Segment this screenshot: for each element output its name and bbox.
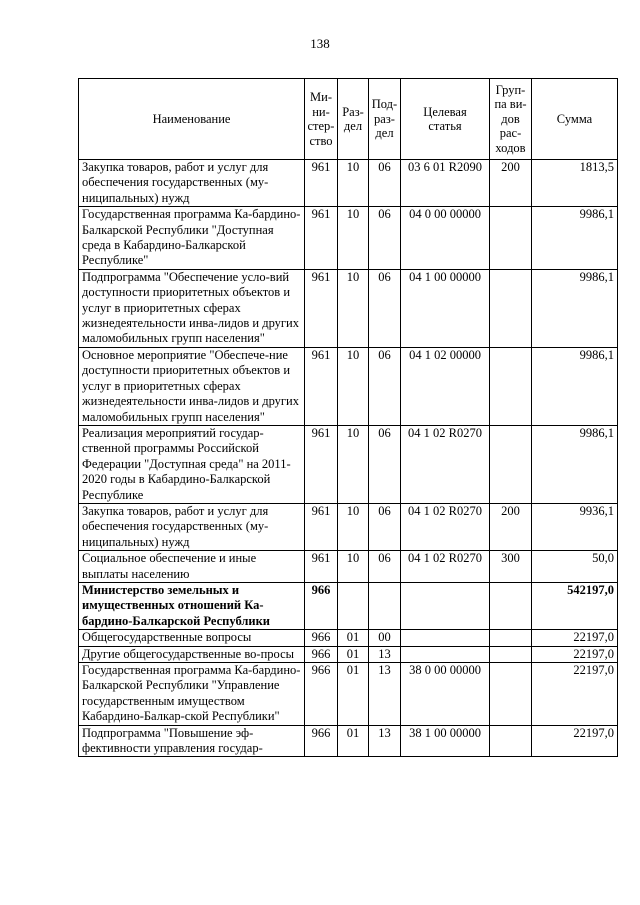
table-header-row: [79, 79, 618, 160]
cell-name: Социальное обеспечение и иные выплаты населению: [79, 551, 305, 583]
cell-subsection: 06: [369, 551, 401, 583]
header-subsection: [369, 79, 401, 160]
table-row: [79, 551, 618, 583]
header-group-text: Груп- па ви- дов рас- ходов: [494, 82, 527, 155]
cell-name: Другие общегосударственные во-просы: [79, 646, 305, 662]
cell-sum: 22197,0: [532, 663, 618, 726]
cell-group: 200: [490, 160, 532, 207]
table-row: [79, 503, 618, 550]
cell-subsection: 00: [369, 630, 401, 646]
cell-target: [401, 630, 490, 646]
cell-ministry: 966: [305, 630, 338, 646]
table-row: [79, 725, 618, 757]
cell-ministry: 961: [305, 503, 338, 550]
cell-ministry: 961: [305, 425, 338, 503]
header-sum: [532, 79, 618, 160]
cell-name: Подпрограмма "Повышение эф-фективности управления государ-: [79, 725, 305, 757]
cell-ministry: 961: [305, 207, 338, 270]
cell-section: 10: [338, 207, 369, 270]
table-row: [79, 425, 618, 503]
cell-name: Закупка товаров, работ и услуг для обеспечения государственных (му-ниципальных) нужд: [79, 503, 305, 550]
header-section: [338, 79, 369, 160]
table-row: [79, 663, 618, 726]
cell-target: 04 0 00 00000: [401, 207, 490, 270]
cell-group: [490, 630, 532, 646]
cell-subsection: 06: [369, 503, 401, 550]
header-name-text: Наименование: [152, 111, 231, 126]
cell-sum: 9986,1: [532, 347, 618, 425]
cell-subsection: 13: [369, 663, 401, 726]
cell-section: 10: [338, 551, 369, 583]
cell-target: 04 1 02 R0270: [401, 551, 490, 583]
cell-group: [490, 207, 532, 270]
header-ministry: [305, 79, 338, 160]
cell-ministry: 966: [305, 646, 338, 662]
cell-section: 10: [338, 503, 369, 550]
cell-name: Закупка товаров, работ и услуг для обеспечения государственных (му-ниципальных) нужд: [79, 160, 305, 207]
cell-sum: 22197,0: [532, 725, 618, 757]
cell-ministry: 961: [305, 551, 338, 583]
header-ministry-text: Ми- ни- стер- ство: [307, 90, 335, 148]
cell-group: [490, 582, 532, 629]
cell-target: 38 0 00 00000: [401, 663, 490, 726]
cell-group: [490, 425, 532, 503]
cell-section: 01: [338, 646, 369, 662]
cell-sum: 9936,1: [532, 503, 618, 550]
cell-subsection: 06: [369, 269, 401, 347]
cell-target: [401, 646, 490, 662]
cell-group: [490, 663, 532, 726]
cell-sum: 9986,1: [532, 207, 618, 270]
cell-sum: 22197,0: [532, 646, 618, 662]
table-row: [79, 269, 618, 347]
header-target-text: Целевая статья: [423, 104, 467, 133]
cell-target: 03 6 01 R2090: [401, 160, 490, 207]
cell-group: 300: [490, 551, 532, 583]
cell-section: 10: [338, 347, 369, 425]
cell-group: 200: [490, 503, 532, 550]
cell-subsection: [369, 582, 401, 629]
cell-subsection: 13: [369, 725, 401, 757]
page-number: 138: [310, 36, 330, 51]
cell-group: [490, 646, 532, 662]
cell-sum: 50,0: [532, 551, 618, 583]
cell-sum: 9986,1: [532, 269, 618, 347]
cell-sum: 9986,1: [532, 425, 618, 503]
cell-group: [490, 347, 532, 425]
header-subsection-text: Под- раз- дел: [371, 97, 398, 141]
cell-name: Государственная программа Ка-бардино-Балкарской Республики "Управление государственным имуществом Кабардино-Балкар-ской Республики": [79, 663, 305, 726]
header-sum-text: Сумма: [556, 111, 593, 126]
cell-group: [490, 725, 532, 757]
table-row: [79, 630, 618, 646]
table-body: [79, 160, 618, 757]
cell-target: 04 1 02 00000: [401, 347, 490, 425]
cell-group: [490, 269, 532, 347]
cell-name: Общегосударственные вопросы: [79, 630, 305, 646]
cell-name: Основное мероприятие "Обеспече-ние доступности приоритетных объектов и услуг в приоритетных сферах жизнедеятельности инва-лидов и других маломобильных групп населения": [79, 347, 305, 425]
cell-subsection: 13: [369, 646, 401, 662]
cell-section: 01: [338, 725, 369, 757]
cell-section: 01: [338, 663, 369, 726]
cell-target: 04 1 02 R0270: [401, 425, 490, 503]
cell-ministry: 966: [305, 582, 338, 629]
cell-ministry: 961: [305, 347, 338, 425]
cell-target: [401, 582, 490, 629]
cell-name: Государственная программа Ка-бардино-Балкарской Республики "Доступная среда в Кабардино-Балкарской Республике": [79, 207, 305, 270]
cell-section: 10: [338, 160, 369, 207]
table-row: [79, 207, 618, 270]
cell-sum: 542197,0: [532, 582, 618, 629]
cell-ministry: 961: [305, 160, 338, 207]
cell-target: 38 1 00 00000: [401, 725, 490, 757]
table-row: [79, 646, 618, 662]
table-row: [79, 160, 618, 207]
cell-subsection: 06: [369, 425, 401, 503]
cell-name: Министерство земельных и имущественных отношений Ка-бардино-Балкарской Республики: [79, 582, 305, 629]
cell-ministry: 966: [305, 725, 338, 757]
cell-subsection: 06: [369, 207, 401, 270]
cell-name: Реализация мероприятий государ-ственной программы Российской Федерации "Доступная среда" на 2011-2020 годы в Кабардино-Балкарской Республике: [79, 425, 305, 503]
cell-subsection: 06: [369, 347, 401, 425]
cell-target: 04 1 02 R0270: [401, 503, 490, 550]
cell-ministry: 961: [305, 269, 338, 347]
budget-table: [78, 78, 618, 757]
header-group: [490, 79, 532, 160]
table-row: [79, 347, 618, 425]
cell-section: [338, 582, 369, 629]
cell-subsection: 06: [369, 160, 401, 207]
table-row: [79, 582, 618, 629]
cell-sum: 1813,5: [532, 160, 618, 207]
cell-section: 10: [338, 269, 369, 347]
header-section-text: Раз- дел: [342, 104, 364, 133]
cell-target: 04 1 00 00000: [401, 269, 490, 347]
cell-section: 10: [338, 425, 369, 503]
header-target: [401, 79, 490, 160]
cell-sum: 22197,0: [532, 630, 618, 646]
cell-name: Подпрограмма "Обеспечение усло-вий доступности приоритетных объектов и услуг в приоритетных сферах жизнедеятельности инва-лидов и других маломобильных групп населения": [79, 269, 305, 347]
header-name: [79, 79, 305, 160]
cell-section: 01: [338, 630, 369, 646]
cell-ministry: 966: [305, 663, 338, 726]
